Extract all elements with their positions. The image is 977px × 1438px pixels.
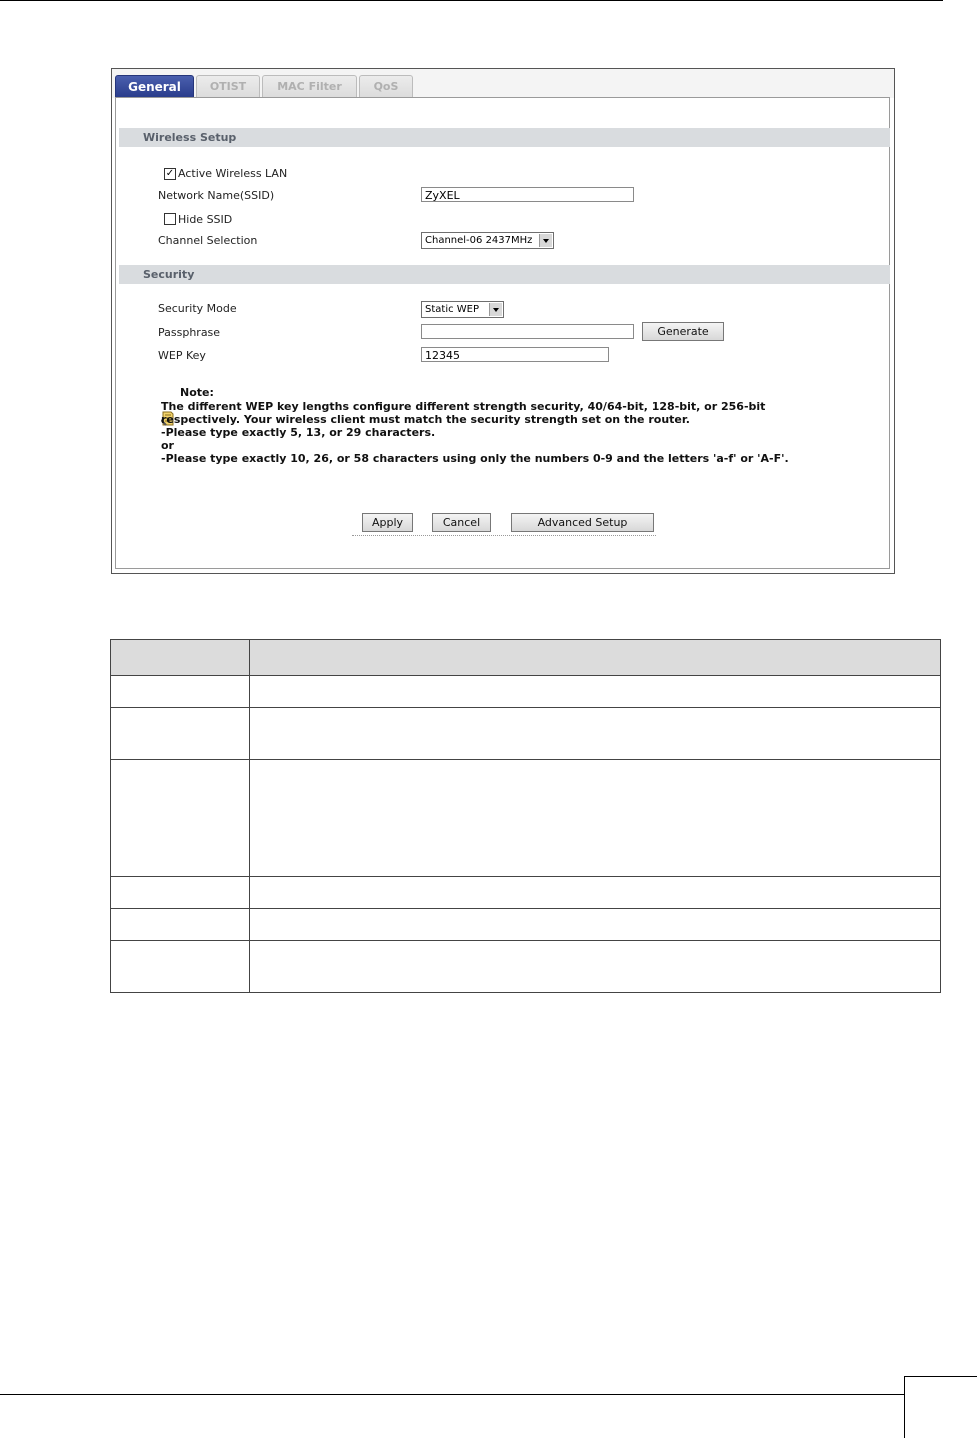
- note-line-3: -Please type exactly 5, 13, or 29 characters.: [161, 426, 436, 439]
- table-cell: [250, 708, 941, 760]
- passphrase-input[interactable]: [421, 324, 634, 339]
- table-cell: [111, 877, 250, 909]
- table-cell: [250, 760, 941, 877]
- section-security: Security: [119, 265, 890, 284]
- table-header-description: [250, 640, 941, 676]
- table-cell: [111, 909, 250, 941]
- generate-button[interactable]: Generate: [642, 322, 724, 341]
- apply-button[interactable]: Apply: [362, 513, 413, 532]
- tab-otist[interactable]: OTIST: [196, 75, 260, 97]
- chevron-down-icon: [489, 303, 502, 316]
- channel-selection-select[interactable]: [421, 232, 554, 249]
- wep-key-label: WEP Key: [158, 349, 206, 362]
- note-line-5: -Please type exactly 10, 26, or 58 characters using only the numbers 0-9 and the letters 'a-f' or 'A-F'.: [161, 452, 789, 465]
- section-wireless-setup: Wireless Setup: [119, 128, 890, 147]
- active-wireless-lan-label: Active Wireless LAN: [178, 167, 288, 180]
- network-name-label: Network Name(SSID): [158, 189, 275, 202]
- table-row: [111, 760, 941, 877]
- table-header-label: [111, 640, 250, 676]
- wireless-general-screen: [111, 68, 895, 574]
- table-cell: [250, 676, 941, 708]
- passphrase-label: Passphrase: [158, 326, 221, 339]
- table-row: [111, 941, 941, 993]
- table-cell: [111, 676, 250, 708]
- table-cell: [250, 909, 941, 941]
- note-line-1: The different WEP key lengths configure different strength security, 40/64-bit, 128-bit, or 256-bit: [161, 400, 766, 413]
- wep-key-input[interactable]: 12345: [421, 347, 609, 362]
- active-wireless-lan-checkbox[interactable]: ✓: [165, 168, 175, 179]
- security-mode-select[interactable]: [421, 301, 504, 318]
- button-divider: [352, 535, 656, 536]
- chevron-down-icon: [539, 234, 552, 247]
- table-row: [111, 708, 941, 760]
- table-cell: [250, 877, 941, 909]
- table-cell: [111, 941, 250, 993]
- page-number-box: [904, 1376, 977, 1438]
- table-cell: [250, 941, 941, 993]
- note-line-4: or: [161, 439, 174, 452]
- cancel-button[interactable]: Cancel: [432, 513, 491, 532]
- network-name-input[interactable]: ZyXEL: [421, 187, 634, 202]
- content-panel: [115, 97, 890, 569]
- table-row: [111, 909, 941, 941]
- hide-ssid-label: Hide SSID: [178, 213, 233, 226]
- channel-selection-value: Channel-06 2437MHz: [425, 235, 533, 246]
- security-mode-label: Security Mode: [158, 302, 237, 315]
- tab-bar: [112, 69, 894, 98]
- hide-ssid-checkbox[interactable]: [164, 213, 176, 225]
- tab-qos[interactable]: QoS: [359, 75, 413, 97]
- top-rule: [0, 0, 943, 1]
- tab-general[interactable]: General: [115, 75, 194, 97]
- security-mode-value: Static WEP: [425, 304, 480, 315]
- advanced-setup-button[interactable]: Advanced Setup: [511, 513, 654, 532]
- description-table: [110, 639, 941, 993]
- channel-selection-label: Channel Selection: [158, 234, 258, 247]
- table-row: [111, 676, 941, 708]
- table-row: [111, 877, 941, 909]
- table-header-row: [111, 640, 941, 676]
- bottom-rule: [0, 1394, 905, 1395]
- note-line-2: respectively. Your wireless client must match the security strength set on the router.: [161, 413, 690, 426]
- note-title: Note:: [180, 386, 214, 399]
- table-cell: [111, 760, 250, 877]
- table-cell: [111, 708, 250, 760]
- tab-mac-filter[interactable]: MAC Filter: [262, 75, 357, 97]
